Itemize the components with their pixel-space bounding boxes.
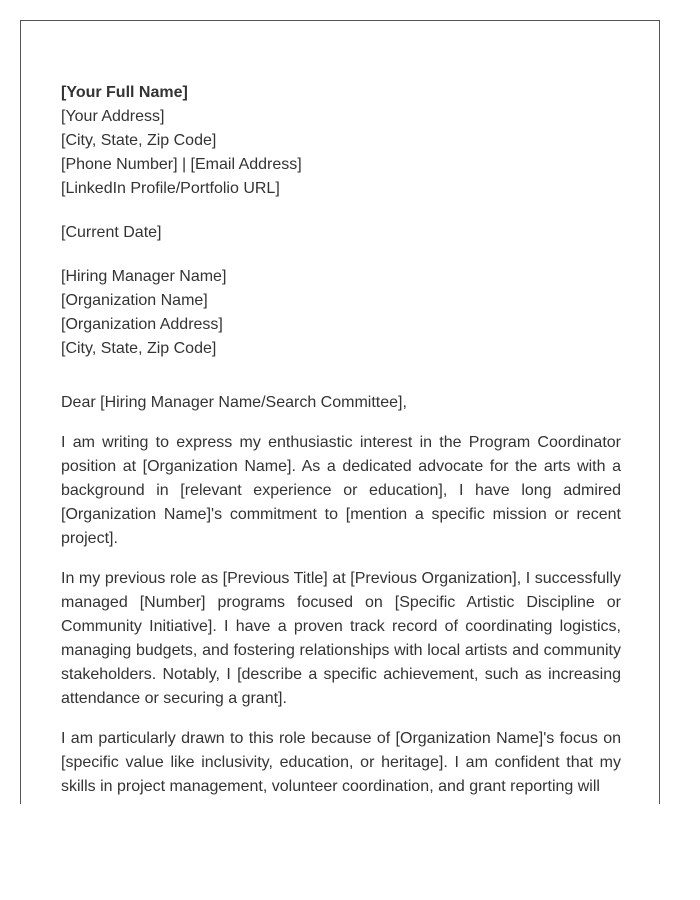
sender-name: [Your Full Name] [61,84,188,101]
sender-address: [Your Address] [61,108,165,125]
sender-block [61,81,621,201]
recipient-city-state-zip: [City, State, Zip Code] [61,340,217,357]
sender-city-state-zip: [City, State, Zip Code] [61,132,217,149]
body-paragraph-2: In my previous role as [Previous Title] at [Previous Organization], I successfully managed [Number] programs focused on [Specific Artistic Discipline or Community Initiative]. I have a proven track record of coordinating logistics, managing budgets, and fostering relationships with local artists and community stakeholders. Notably, I [describe a specific achievement, such as increasing attendance or securing a grant]. [61,570,621,707]
sender-phone-email: [Phone Number] | [Email Address] [61,156,302,173]
recipient-block [61,265,621,361]
date-block [61,221,621,245]
body-paragraph-1: I am writing to express my enthusiastic interest in the Program Coordinator position at [Organization Name]. As a dedicated advocate for the arts with a background in [relevant experience or education], I have long admired [Organization Name]'s commitment to [mention a specific mission or recent project]. [61,434,621,547]
salutation: Dear [Hiring Manager Name/Search Committee], [61,394,407,411]
body-paragraph-3: I am particularly drawn to this role because of [Organization Name]'s focus on [specific value like inclusivity, education, or heritage]. I am confident that my skills in project management, volunteer coordination, and grant reporting will [61,730,621,795]
sender-profile-url: [LinkedIn Profile/Portfolio URL] [61,180,280,197]
letter-page [20,20,660,804]
recipient-manager-name: [Hiring Manager Name] [61,268,227,285]
salutation-block [61,391,621,415]
recipient-organization-address: [Organization Address] [61,316,223,333]
letter-date: [Current Date] [61,224,162,241]
recipient-organization-name: [Organization Name] [61,292,208,309]
letter-content [61,81,621,799]
